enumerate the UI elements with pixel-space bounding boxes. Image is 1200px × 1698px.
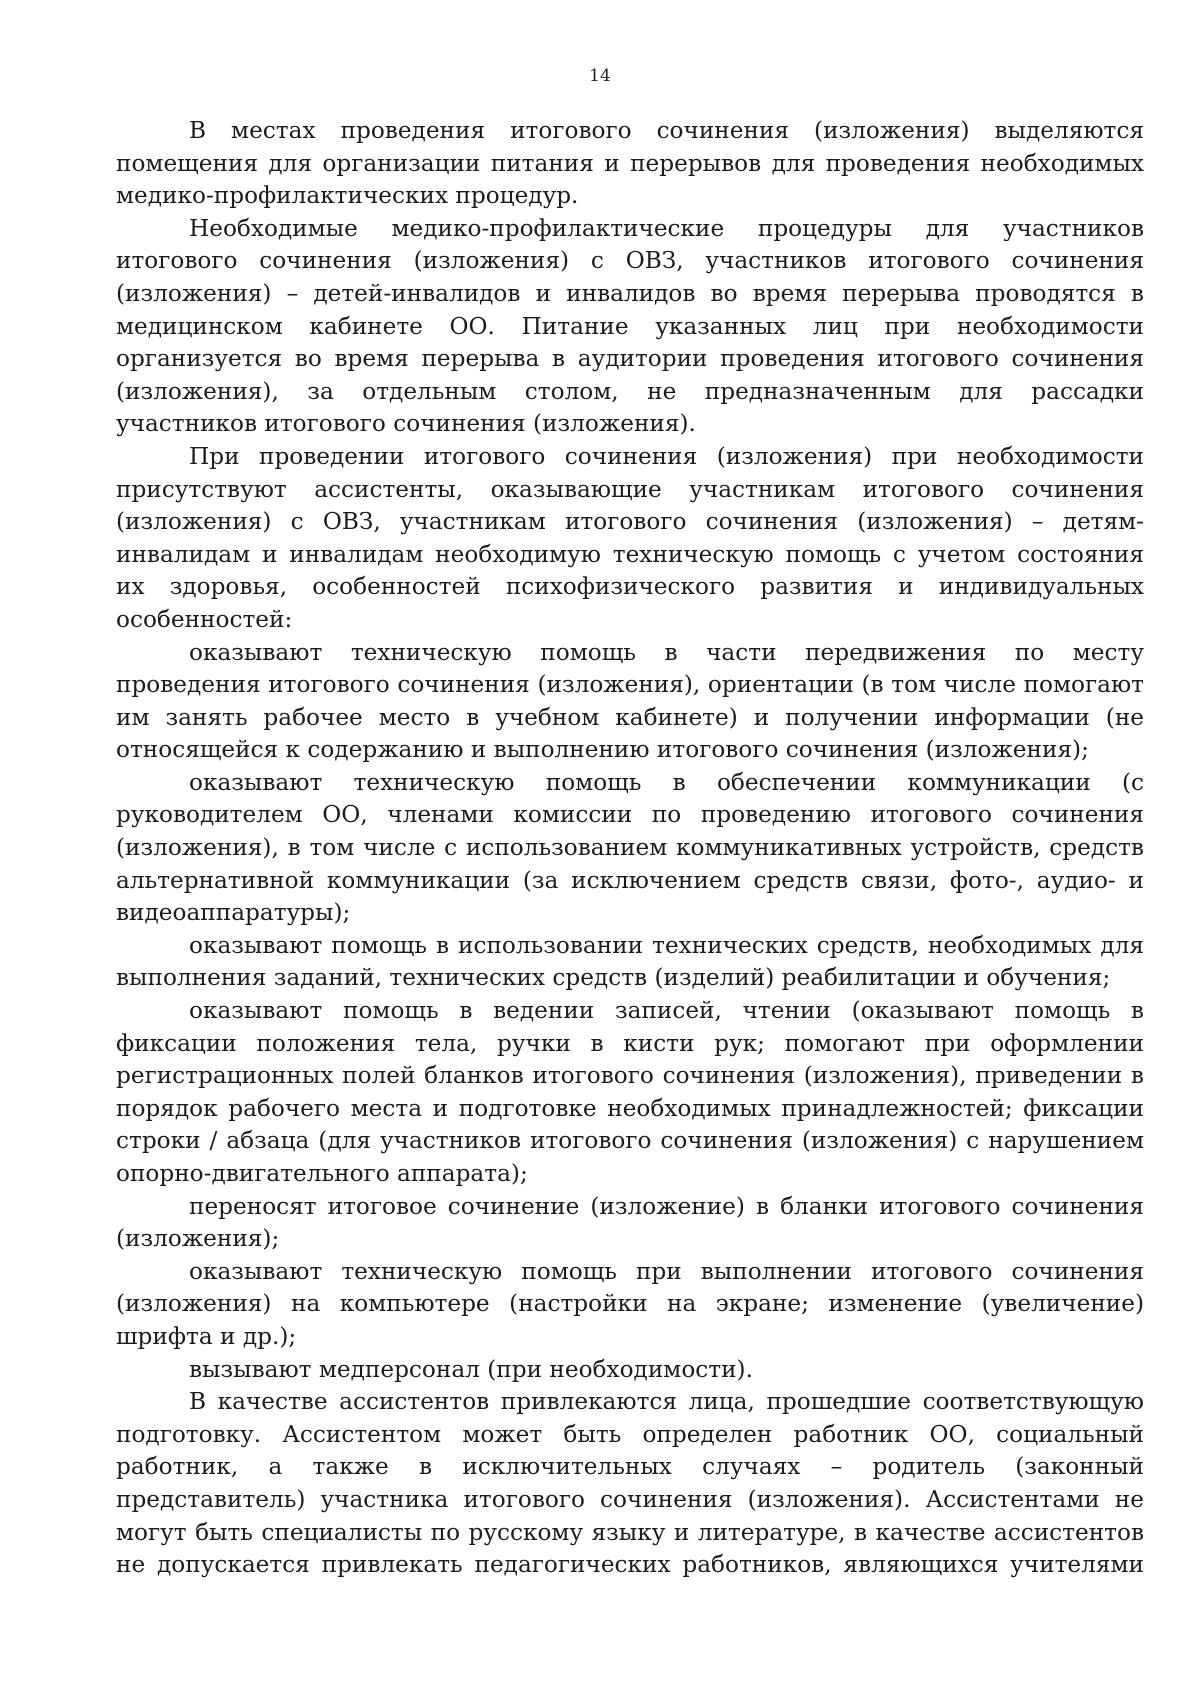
list-item-computer-help: оказывают техническую помощь при выполнении итогового сочинения (изложения) на компьютере (настройки на экране; изменение (увеличение) шрифта и др.); — [116, 1257, 1144, 1350]
document-body — [116, 115, 1144, 1582]
paragraph-assistants-present: При проведении итогового сочинения (изложения) при необходимости присутствуют ассистенты, оказывающие участникам итогового сочинения (изложения) с ОВЗ, участникам итогового сочинения (изложения) – детям-инвалидам и инвалидам необходимую техническую помощь с учетом состояния их здоровья, особенностей психофизического развития и индивидуальных особенностей: — [116, 442, 1144, 633]
paragraph-assistant-rooms: В местах проведения итогового сочинения (изложения) выделяются помещения для организации питания и перерывов для проведения необходимых медико-профилактических процедур. — [116, 117, 1144, 210]
paragraph-assistant-selection: В качестве ассистентов привлекаются лица, прошедшие соответствующую подготовку. Ассистентом может быть определен работник ОО, социальный работник, а также в исключительных случаях – родитель (законный представитель) участника итогового сочинения (изложения). Ассистентами не могут быть специалисты по русскому языку и литературе, в качестве ассистентов не допускается привлекать педагогических работников, являющихся учителями — [116, 1388, 1144, 1579]
list-item-movement-help: оказывают техническую помощь в части передвижения по месту проведения итогового сочинения (изложения), ориентации (в том числе помогают им занять рабочее место в учебном кабинете) и получении информации (не относящейся к содержанию и выполнению итогового сочинения (изложения); — [116, 638, 1144, 764]
list-item-communication-help: оказывают техническую помощь в обеспечении коммуникации (с руководителем ОО, членами комиссии по проведению итогового сочинения (изложения), в том числе с использованием коммуникативных устройств, средств альтернативной коммуникации (за исключением средств связи, фото-, аудио- и видеоаппаратуры); — [116, 768, 1144, 927]
list-item-transfer-to-forms: переносят итоговое сочинение (изложение) в бланки итогового сочинения (изложения); — [116, 1192, 1144, 1253]
list-item-writing-reading-help: оказывают помощь в ведении записей, чтении (оказывают помощь в фиксации положения тела, ручки в кисти рук; помогают при оформлении регистрационных полей бланков итогового сочинения (изложения), приведении в порядок рабочего места и подготовке необходимых принадлежностей; фиксации строки / абзаца (для участников итогового сочинения (изложения) с нарушением опорно-двигательного аппарата); — [116, 997, 1144, 1187]
paragraph-medical-procedures: Необходимые медико-профилактические процедуры для участников итогового сочинения (изложения) с ОВЗ, участников итогового сочинения (изложения) – детей-инвалидов и инвалидов во время перерыва проводятся в медицинском кабинете ОО. Питание указанных лиц при необходимости организуется во время перерыва в аудитории проведения итогового сочинения (изложения), за отдельным столом, не предназначенным для рассадки участников итогового сочинения (изложения). — [116, 214, 1144, 438]
list-item-call-medical-staff: вызывают медперсонал (при необходимости). — [189, 1355, 753, 1383]
page-number: 14 — [589, 66, 611, 86]
list-item-technical-means-help: оказывают помощь в использовании технических средств, необходимых для выполнения заданий, технических средств (изделий) реабилитации и обучения; — [116, 931, 1144, 992]
